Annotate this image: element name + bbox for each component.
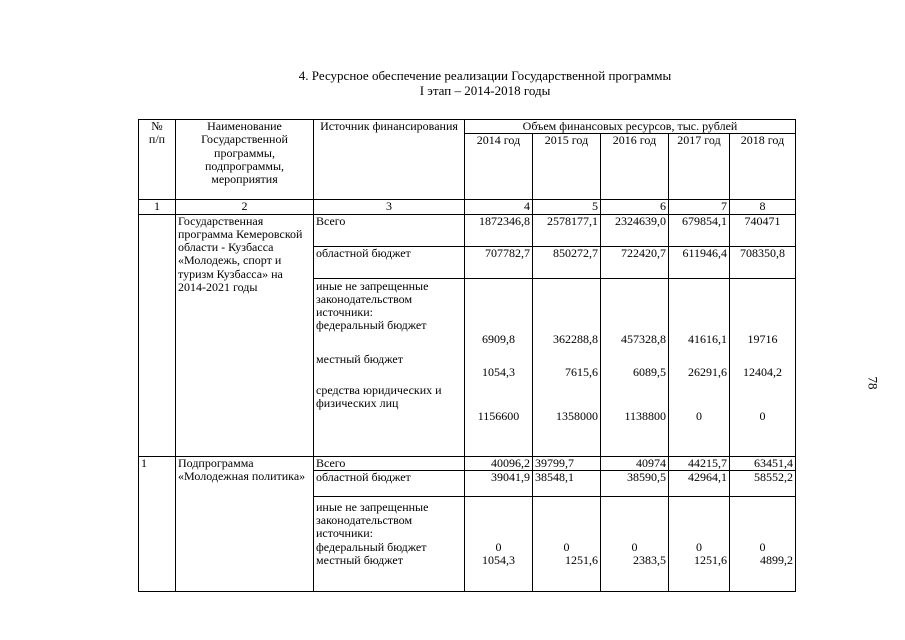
- source-label: Всего: [314, 456, 465, 470]
- col-number: 8: [730, 200, 796, 214]
- subprogram-num: 1: [139, 456, 176, 591]
- header-volume: Объем финансовых ресурсов, тыс. рублей: [465, 120, 796, 134]
- source-label: местный бюджет: [316, 351, 403, 366]
- source-label: местный бюджет: [316, 553, 403, 568]
- source-cell: [314, 278, 465, 456]
- table-row: 1 Подпрограмма «Молодежная политика» Всего 40096,2 39799,7 40974 44215,7 63451,4: [139, 456, 796, 470]
- header-year: 2014 год: [465, 134, 533, 200]
- title-line-1: 4. Ресурсное обеспечение реализации Государственной программы: [298, 68, 672, 83]
- source-label: областной бюджет: [314, 470, 465, 496]
- source-label: иные не запрещенные законодательством источники:: [316, 278, 429, 320]
- header-year: 2018 год: [730, 134, 796, 200]
- table-row: областной бюджет 707782,7 850272,7 722420,7 611946,4 708350,8: [139, 246, 796, 278]
- page-number: 78: [865, 376, 881, 390]
- col-number: 2: [176, 200, 314, 214]
- source-cell: [314, 496, 465, 591]
- header-source: Источник финансирования: [314, 120, 465, 200]
- program-num: [139, 214, 176, 456]
- source-label: Всего: [314, 214, 465, 246]
- table-row: иные не запрещенные законодательством источники: федеральный бюджет местный бюджет средства юридических и физических лиц 6909,8 1054,3 1156600 362288,8 7615,6 1358000 457328,8 6089,5 1138800 41616,1 26291,6 0 19716 12404,2 0: [139, 278, 796, 456]
- source-label: иные не запрещенные законодательством источники:: [316, 499, 429, 541]
- col-number: 7: [669, 200, 730, 214]
- col-number: 1: [139, 200, 176, 214]
- source-label: федеральный бюджет: [316, 539, 427, 554]
- header-year: 2017 год: [669, 134, 730, 200]
- title-line-2: I этап – 2014-2018 годы: [419, 83, 551, 98]
- col-number: 5: [533, 200, 601, 214]
- col-number: 3: [314, 200, 465, 214]
- header-num: № п/п: [139, 120, 176, 200]
- table-row: иные не запрещенные законодательством источники: федеральный бюджет местный бюджет 0 1054,3 0 1251,6 0 2383,5 0 1251,6 0 4899,2: [139, 496, 796, 591]
- program-name: Государственная программа Кемеровской области - Кузбасса «Молодежь, спорт и туризм Кузбасса» на 2014-2021 годы: [176, 214, 314, 456]
- header-year: 2015 год: [533, 134, 601, 200]
- resource-table: [138, 119, 796, 592]
- source-label: федеральный бюджет: [316, 318, 427, 333]
- subprogram-name: Подпрограмма «Молодежная политика»: [176, 456, 314, 591]
- page-title: [0, 68, 905, 98]
- col-number: 6: [601, 200, 669, 214]
- source-label: областной бюджет: [314, 246, 465, 278]
- header-year: 2016 год: [601, 134, 669, 200]
- table-row: Государственная программа Кемеровской области - Кузбасса «Молодежь, спорт и туризм Кузбасса» на 2014-2021 годы Всего 1872346,8 2578177,1 2324639,0 679854,1 740471: [139, 214, 796, 246]
- source-label: средства юридических и физических лиц: [316, 383, 442, 411]
- col-number: 4: [465, 200, 533, 214]
- header-name: Наименование Государственной программы, подпрограммы, мероприятия: [176, 120, 314, 200]
- table-row: областной бюджет 39041,9 38548,1 38590,5 42964,1 58552,2: [139, 470, 796, 496]
